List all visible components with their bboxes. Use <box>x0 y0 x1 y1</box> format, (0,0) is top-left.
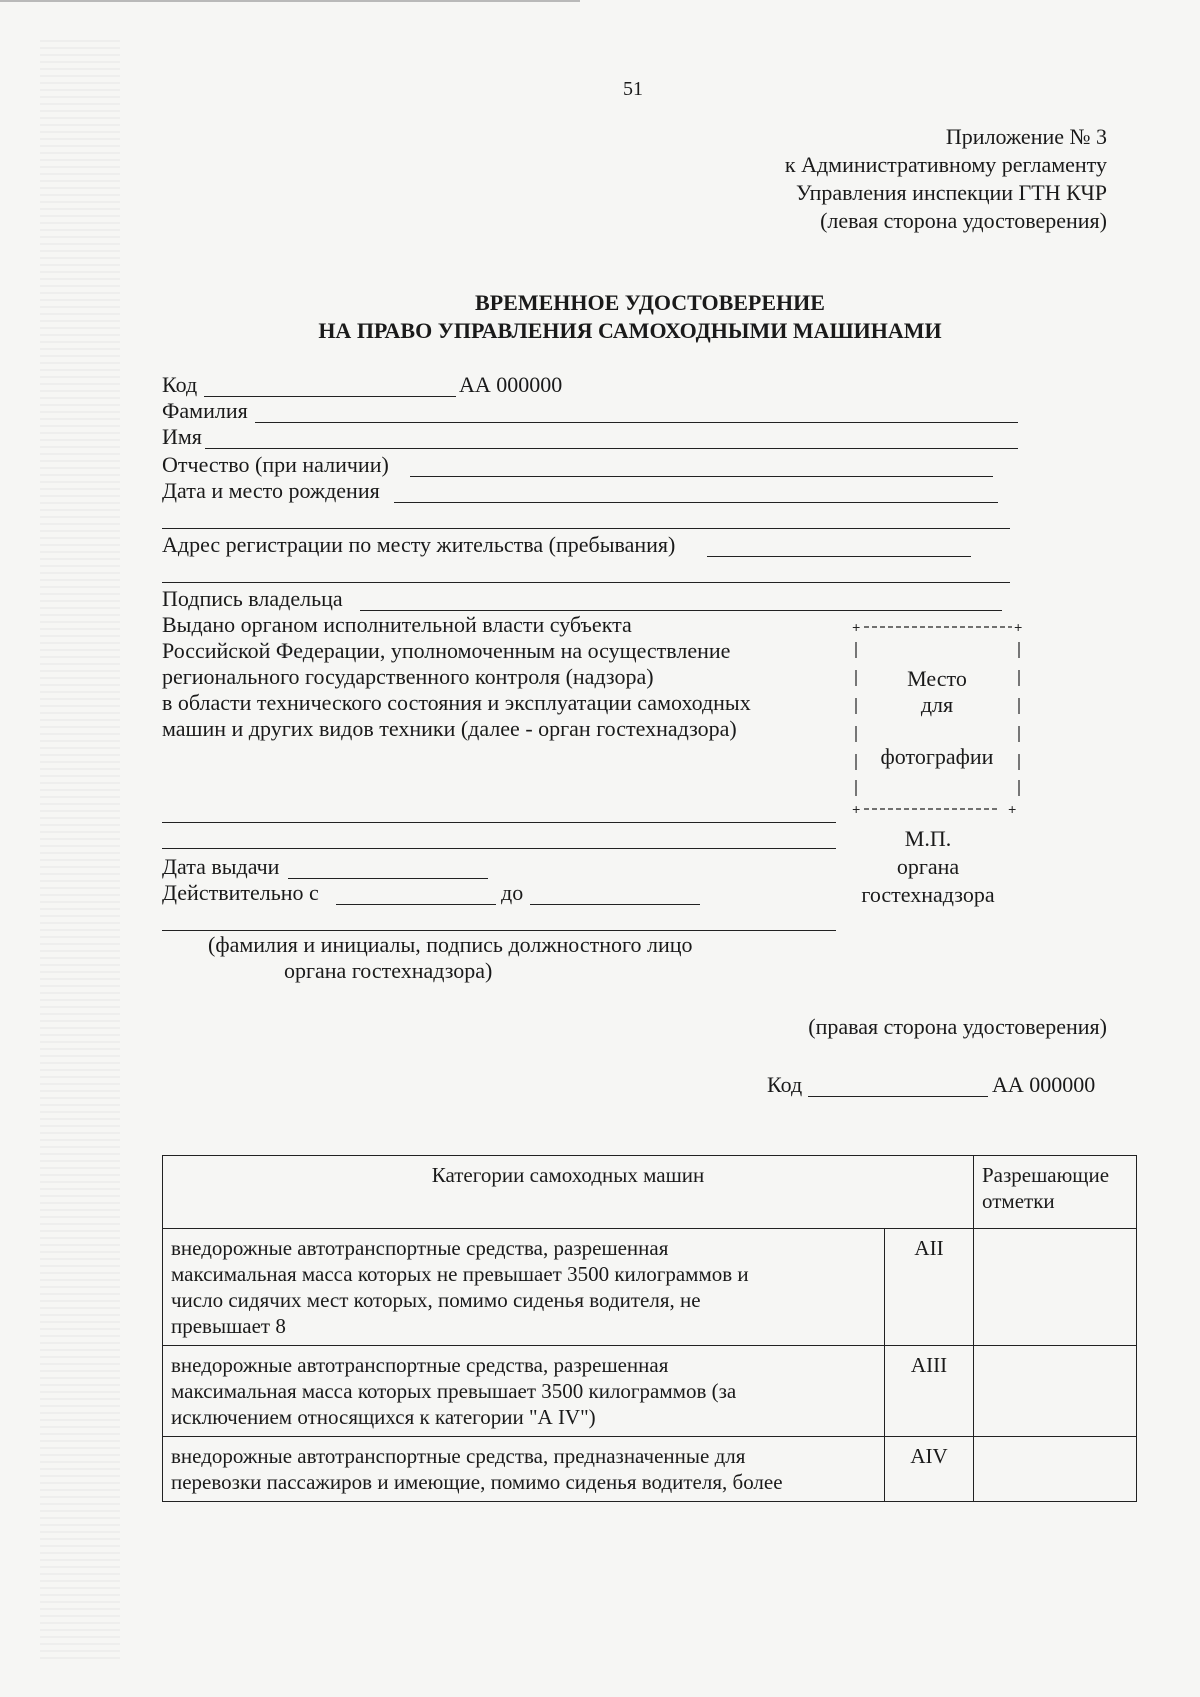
patronymic-label: Отчество (при наличии) <box>162 452 389 477</box>
svg-text:+: + <box>1008 803 1017 819</box>
svg-text:+: + <box>852 621 861 637</box>
right-code-underline[interactable] <box>808 1096 988 1097</box>
stamp-line-2: органа <box>896 854 960 879</box>
issue-date-underline[interactable] <box>288 878 488 879</box>
photo-line-2: для <box>920 692 954 717</box>
title-line-1: ВРЕМЕННОЕ УДОСТОВЕРЕНИЕ <box>475 290 825 315</box>
desc-line: внедорожные автотранспортные средства, предназначенные для <box>171 1444 746 1468</box>
patronymic-underline[interactable] <box>410 476 993 477</box>
right-code-label: Код <box>767 1072 803 1097</box>
table-row <box>163 1229 1137 1346</box>
address-label: Адрес регистрации по месту жительства (пребывания) <box>162 532 676 557</box>
appendix-line-1: Приложение № 3 <box>945 124 1107 149</box>
issued-line-3: регионального государственного контроля (надзора) <box>162 664 654 689</box>
scan-noise <box>40 40 120 1660</box>
category-description <box>163 1346 885 1437</box>
name-label: Имя <box>162 424 202 449</box>
valid-to-label: до <box>501 880 524 905</box>
surname-underline[interactable] <box>255 422 1018 423</box>
page-number: 51 <box>623 78 643 100</box>
category-code: AIV <box>885 1437 974 1502</box>
address-underline-2[interactable] <box>162 582 1010 583</box>
issued-line-1: Выдано органом исполнительной власти субъекта <box>162 612 632 637</box>
issued-line-2: Российской Федерации, уполномоченным на осуществление <box>162 638 731 663</box>
issued-underline-1[interactable] <box>162 822 836 823</box>
category-mark-cell[interactable] <box>974 1346 1137 1437</box>
birth-underline-2[interactable] <box>162 528 1010 529</box>
header-marks-line-1: Разрешающие <box>982 1163 1110 1187</box>
official-line-1: (фамилия и инициалы, подпись должностного лицо <box>208 932 693 957</box>
surname-label: Фамилия <box>162 398 248 423</box>
table-row <box>163 1437 1137 1502</box>
birth-underline[interactable] <box>394 502 998 503</box>
address-underline[interactable] <box>707 556 971 557</box>
category-description <box>163 1229 885 1346</box>
category-description <box>163 1437 885 1502</box>
right-code-value: АА 000000 <box>992 1072 1096 1097</box>
table-header-row <box>163 1156 1137 1229</box>
header-marks-line-2: отметки <box>982 1189 1055 1213</box>
code-label: Код <box>162 372 198 397</box>
category-mark-cell[interactable] <box>974 1229 1137 1346</box>
official-underline[interactable] <box>162 930 836 931</box>
table-row <box>163 1346 1137 1437</box>
desc-line: внедорожные автотранспортные средства, разрешенная <box>171 1236 669 1260</box>
stamp-line-3: гостехнадзора <box>861 882 995 907</box>
code-value: АА 000000 <box>459 372 563 397</box>
owner-signature-label: Подпись владельца <box>162 586 343 611</box>
desc-line: число сидячих мест которых, помимо сиденья водителя, не <box>171 1288 701 1312</box>
appendix-line-4: (левая сторона удостоверения) <box>820 208 1107 233</box>
desc-line: максимальная масса которых не превышает 3500 килограммов и <box>171 1262 749 1286</box>
photo-box-frame <box>852 620 1028 820</box>
name-underline[interactable] <box>205 448 1018 449</box>
category-code: AII <box>885 1229 974 1346</box>
owner-signature-underline[interactable] <box>360 610 1002 611</box>
desc-line: перевозки пассажиров и имеющие, помимо сиденья водителя, более <box>171 1470 783 1494</box>
stamp-line-1: М.П. <box>904 826 952 851</box>
appendix-line-3: Управления инспекции ГТН КЧР <box>795 180 1107 205</box>
categories-table <box>162 1155 1137 1502</box>
scan-edge <box>0 0 580 2</box>
official-line-2: органа гостехнадзора) <box>284 958 493 983</box>
desc-line: внедорожные автотранспортные средства, разрешенная <box>171 1353 669 1377</box>
issued-line-4: в области технического состояния и эксплуатации самоходных <box>162 690 751 715</box>
category-code: AIII <box>885 1346 974 1437</box>
desc-line: максимальная масса которых превышает 3500 килограммов (за <box>171 1379 737 1403</box>
issued-underline-2[interactable] <box>162 848 836 849</box>
desc-line: превышает 8 <box>171 1314 286 1338</box>
photo-line-1: Место <box>907 666 967 691</box>
valid-from-underline[interactable] <box>336 904 496 905</box>
svg-text:+: + <box>852 803 861 819</box>
category-mark-cell[interactable] <box>974 1437 1137 1502</box>
valid-to-underline[interactable] <box>530 904 700 905</box>
header-categories: Категории самоходных машин <box>163 1156 974 1229</box>
photo-line-3: фотографии <box>880 744 994 769</box>
right-side-label: (правая сторона удостоверения) <box>808 1014 1107 1039</box>
issued-line-5: машин и других видов техники (далее - орган гостехнадзора) <box>162 716 737 741</box>
birth-label: Дата и место рождения <box>162 478 380 503</box>
header-marks <box>974 1156 1137 1229</box>
appendix-line-2: к Административному регламенту <box>784 152 1107 177</box>
issue-date-label: Дата выдачи <box>162 854 280 879</box>
code-underline[interactable] <box>204 396 456 397</box>
svg-text:+: + <box>1014 621 1023 637</box>
valid-from-label: Действительно с <box>162 880 319 905</box>
desc-line: исключением относящихся к категории "А IV") <box>171 1405 596 1429</box>
title-line-2: НА ПРАВО УПРАВЛЕНИЯ САМОХОДНЫМИ МАШИНАМИ <box>318 318 942 343</box>
